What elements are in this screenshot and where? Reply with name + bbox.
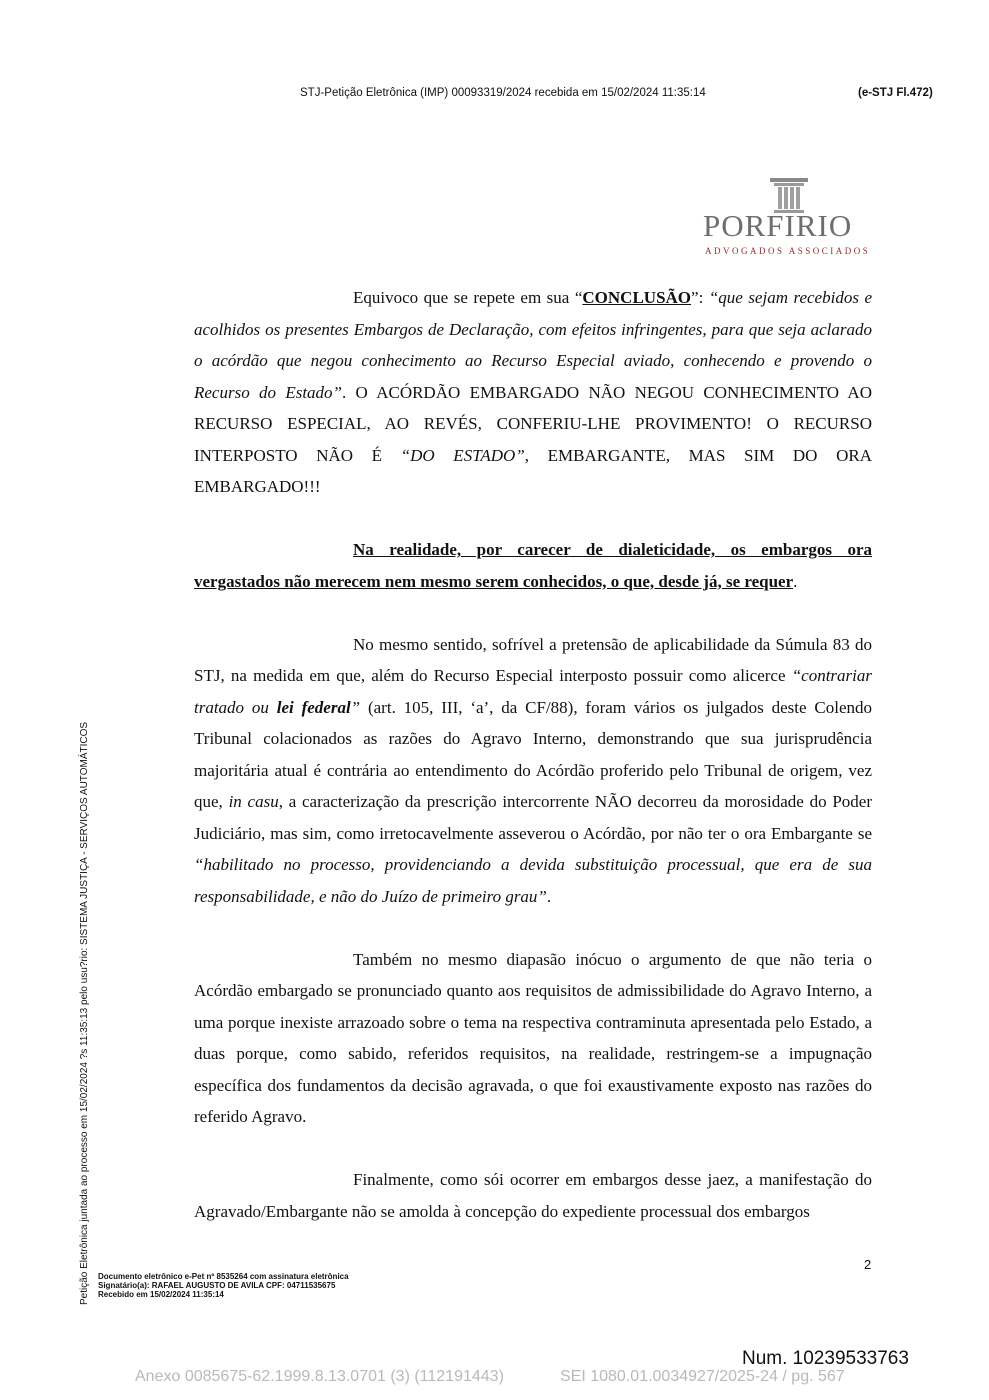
document-body	[194, 282, 872, 1227]
stj-folio: (e-STJ Fl.472)	[858, 87, 933, 99]
anexo-watermark: Anexo 0085675-62.1999.8.13.0701 (3) (112191443)	[135, 1368, 504, 1385]
signature-block: Documento eletrônico e-Pet nº 8535264 com assinatura eletrônica Signatário(a): RAFAEL AUGUSTO DE AVILA CPF: 04711535675 Recebido em 15/02/2024 11:35:14	[98, 1272, 349, 1299]
paragraph-finalmente: Finalmente, como sói ocorrer em embargos desse jaez, a manifestação do Agravado/Embargante não se amolda à concepção do expediente processual dos embargos	[194, 1170, 872, 1221]
sei-watermark: SEI 1080.01.0034927/2025-24 / pg. 567	[560, 1368, 845, 1385]
firm-logo	[700, 178, 880, 258]
conclusao-term: CONCLUSÃO	[582, 288, 692, 307]
paragraph-admissibilidade: Também no mesmo diapasão inócuo o argumento de que não teria o Acórdão embargado se pronunciado quanto aos requisitos de admissibilidade do Agravo Interno, a uma porque inexiste arrazoado sobre o tema na respectiva contraminuta apresentada pelo Estado, a duas porque, como sabido, referidos requisitos, na realidade, restringem-se a impugnação específica dos fundamentos da decisão agravada, o que foi exaustivamente exposto nas razões do referido Agravo.	[194, 949, 872, 1126]
document-number: Num. 10239533763	[742, 1348, 909, 1369]
side-annotation: Petição Eletrônica juntada ao processo em 15/02/2024 ?s 11:35:13 pelo usu?rio: SISTEMA JUSTIÇA - SERVIÇOS AUTOMÁTICOS	[79, 721, 90, 1305]
firm-name: PORFIRIO	[703, 208, 853, 243]
paragraph-conclusao: Equivoco que se repete em sua “CONCLUSÃO”: “que sejam recebidos e acolhidos os presentes Embargos de Declaração, com efeitos infringentes, para que seja aclarado o acórdão que negou conhecimento ao Recurso Especial aviado, conhecendo e provendo o Recurso do Estado”. O ACÓRDÃO EMBARGADO NÃO NEGOU CONHECIMENTO AO RECURSO ESPECIAL, AO REVÉS, CONFERIU-LHE PROVIMENTO! O RECURSO INTERPOSTO NÃO É “DO ESTADO”, EMBARGANTE, MAS SIM DO ORA EMBARGADO!!!	[194, 288, 872, 496]
paragraph-sumula-83: No mesmo sentido, sofrível a pretensão de aplicabilidade da Súmula 83 do STJ, na medida em que, além do Recurso Especial interposto possuir como alicerce “contrariar tratado ou lei federal” (art. 105, III, ‘a’, da CF/88), foram vários os julgados deste Colendo Tribunal colacionados as razões do Agravo Interno, demonstrando que sua jurisprudência majoritária atual é contrária ao entendimento do Acórdão proferido pelo Tribunal de origem, vez que, in casu, a caracterização da prescrição intercorrente NÃO decorreu da morosidade do Poder Judiciário, mas sim, como irretocavelmente asseverou o Acórdão, por não ter o ora Embargante se “habilitado no processo, providenciando a devida substituição processual, que era de sua responsabilidade, e não do Juízo de primeiro grau”.	[194, 634, 873, 906]
stj-header-line: STJ-Petição Eletrônica (IMP) 00093319/2024 recebida em 15/02/2024 11:35:14	[300, 87, 706, 99]
page-number: 2	[864, 1257, 872, 1272]
firm-subtitle: ADVOGADOS ASSOCIADOS	[705, 246, 871, 256]
paragraph-dialeticidade: Na realidade, por carecer de dialeticidade, os embargos ora vergastados não merecem nem mesmo serem conhecidos, o que, desde já, se requer.	[194, 540, 872, 591]
